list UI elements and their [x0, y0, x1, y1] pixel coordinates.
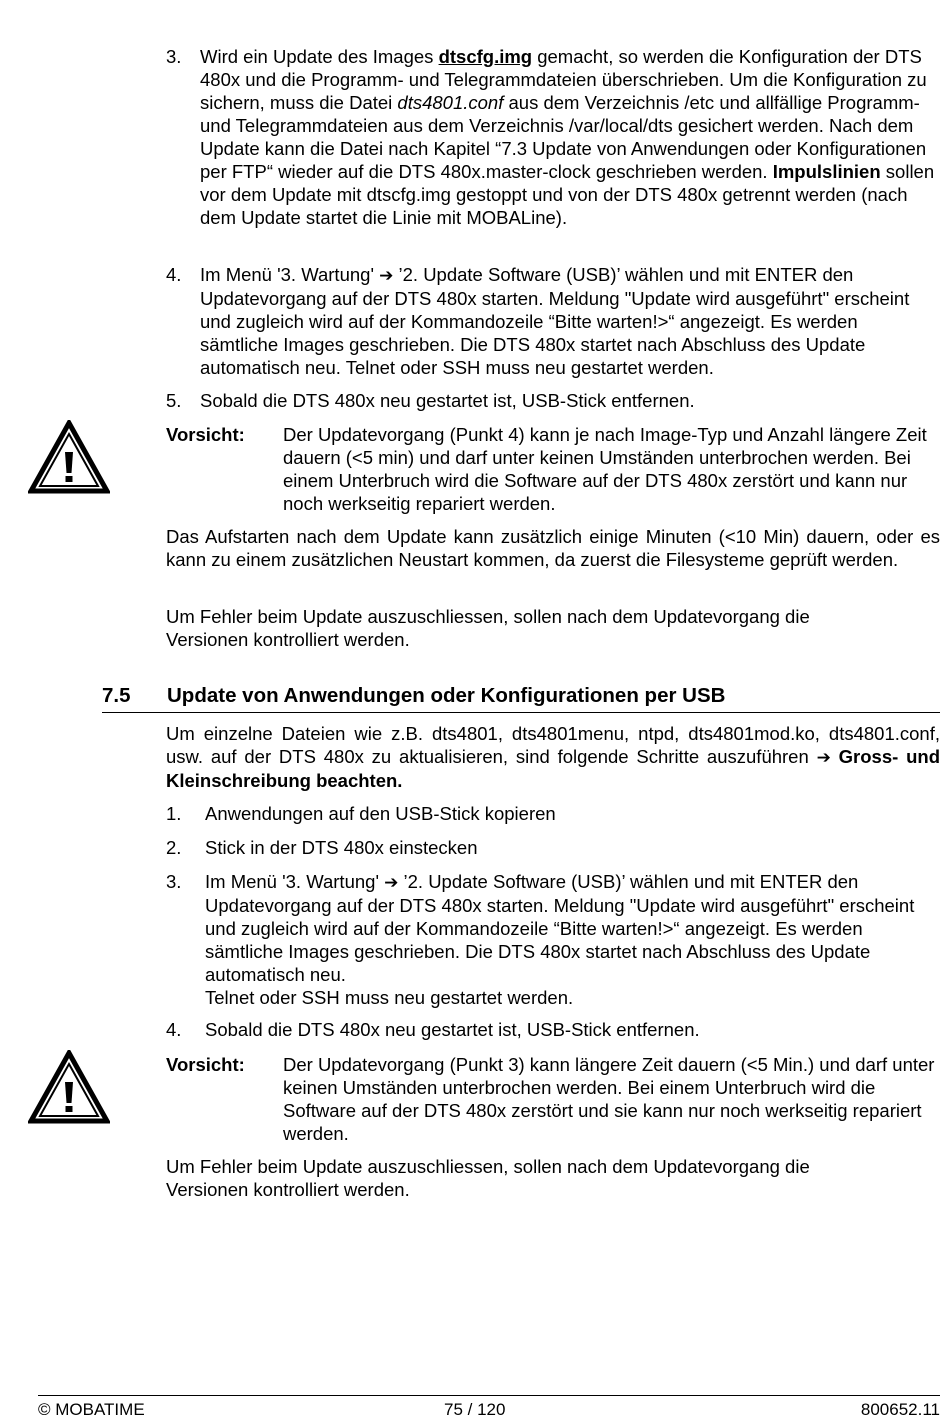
image-filename: dtscfg.img — [438, 46, 533, 67]
list-item — [166, 45, 940, 229]
list-item-text: Sobald die DTS 480x neu gestartet ist, USB-Stick entfernen. — [200, 390, 695, 411]
arrow-right-icon: ➔ — [816, 748, 831, 767]
list-item-number: 4. — [166, 264, 182, 285]
warning-text: Der Updatevorgang (Punkt 3) kann längere Zeit dauern (<5 Min.) und darf unter keinen Umständen unterbrochen werden. Bei einem Unterbruch wird die Software auf der DTS 480x zerstört und sie kann nur noch werkseitig repariert werden. — [283, 1054, 935, 1144]
list-item — [166, 836, 940, 859]
list-item — [166, 1018, 940, 1041]
list-item-number: 3. — [166, 46, 182, 67]
section-number: 7.5 — [102, 684, 131, 707]
list-item — [166, 870, 940, 1009]
section-title: Update von Anwendungen oder Konfigurationen per USB — [167, 684, 726, 707]
arrow-right-icon: ➔ — [384, 873, 399, 892]
list-item-text: Im Menü '3. Wartung' ➔ ’2. Update Software (USB)’ wählen und mit ENTER den Updatevorgang auf der DTS 480x starten. Meldung "Update wird ausgeführt" erscheint und zugleich wird auf der Kommandozeile “Bitte warten!>“ angezeigt. Es werden sämtliche Images geschrieben. Die DTS 480x startet nach Abschluss des Update automatisch neu. — [205, 871, 915, 985]
footer-copyright: © MOBATIME — [38, 1400, 145, 1419]
paragraph: Um Fehler beim Update auszuschliessen, sollen nach dem Updatevorgang die Versionen kontrolliert werden. — [166, 1156, 810, 1200]
list-item — [166, 263, 940, 379]
warning-text: Der Updatevorgang (Punkt 4) kann je nach Image-Typ und Anzahl längere Zeit dauern (<5 min) und darf unter keinen Umständen unterbrochen werden. Bei einem Unterbruch wird die Software auf der DTS 480x zerstört und kann nur noch werkseitig repariert werden. — [283, 424, 927, 514]
list-item-number: 3. — [166, 871, 182, 892]
list-item-number: 4. — [166, 1019, 182, 1040]
arrow-right-icon: ➔ — [379, 266, 394, 285]
list-item — [166, 802, 940, 825]
page-number: 75 / 120 — [444, 1400, 506, 1419]
list-item-number: 2. — [166, 837, 182, 858]
list-item — [166, 389, 940, 412]
list-item-text: Anwendungen auf den USB-Stick kopieren — [205, 803, 556, 824]
warning-label: Vorsicht: — [166, 1054, 245, 1075]
section-heading — [102, 684, 940, 713]
document-number: 800652.11 — [860, 1400, 940, 1419]
list-item-text: Sobald die DTS 480x neu gestartet ist, USB-Stick entfernen. — [205, 1019, 700, 1040]
warning-triangle-icon — [28, 420, 110, 494]
page-footer — [38, 1395, 940, 1420]
warning-label: Vorsicht: — [166, 424, 245, 445]
list-item-text: Im Menü '3. Wartung' ➔ ’2. Update Software (USB)’ wählen und mit ENTER den Updatevorgang auf der DTS 480x starten. Meldung "Update wird ausgeführt" erscheint und zugleich wird auf der Kommandozeile “Bitte warten!>“ angezeigt. Es werden sämtliche Images geschrieben. Die DTS 480x startet nach Abschluss des Update automatisch neu. Telnet oder SSH muss neu gestartet werden. — [200, 264, 910, 378]
section-intro: Um einzelne Dateien wie z.B. dts4801, dts4801menu, ntpd, dts4801mod.ko, dts4801.conf, usw. auf der DTS 480x zu aktualisieren, sind folgende Schritte auszuführen ➔ Gross- und Kleinschreibung beachten. — [166, 723, 940, 791]
warning-triangle-icon — [28, 1050, 110, 1124]
list-item-text: Telnet oder SSH muss neu gestartet werden. — [205, 987, 574, 1008]
list-item-number: 5. — [166, 390, 182, 411]
list-item-text: Stick in der DTS 480x einstecken — [205, 837, 478, 858]
list-item-text: Wird ein Update des Images dtscfg.img gemacht, so werden die Konfiguration der DTS 480x und die Programm- und Telegrammdateien überschrieben. Um die Konfiguration zu sichern, muss die Datei dts4801.conf aus dem Verzeichnis /etc und allfällige Programm- und Telegrammdateien aus dem Verzeichnis /var/local/dts gesichert werden. Nach dem Update kann die Datei nach Kapitel “7.3 Update von Anwendungen oder Konfigurationen per FTP“ wieder auf die DTS 480x.master-clock geschrieben werden. Impulslinien sollen vor dem Update mit dtscfg.img gestoppt und von der DTS 480x getrennt werden (nach dem Update startet die Linie mit MOBALine). — [200, 46, 935, 228]
list-item-number: 1. — [166, 803, 182, 824]
paragraph: Das Aufstarten nach dem Update kann zusätzlich einige Minuten (<10 Min) dauern, oder es kann zu einem zusätzlichen Neustart kommen, da zuerst die Filesysteme geprüft werden. — [166, 526, 940, 570]
paragraph: Um Fehler beim Update auszuschliessen, sollen nach dem Updatevorgang die Versionen kontrolliert werden. — [166, 606, 810, 650]
